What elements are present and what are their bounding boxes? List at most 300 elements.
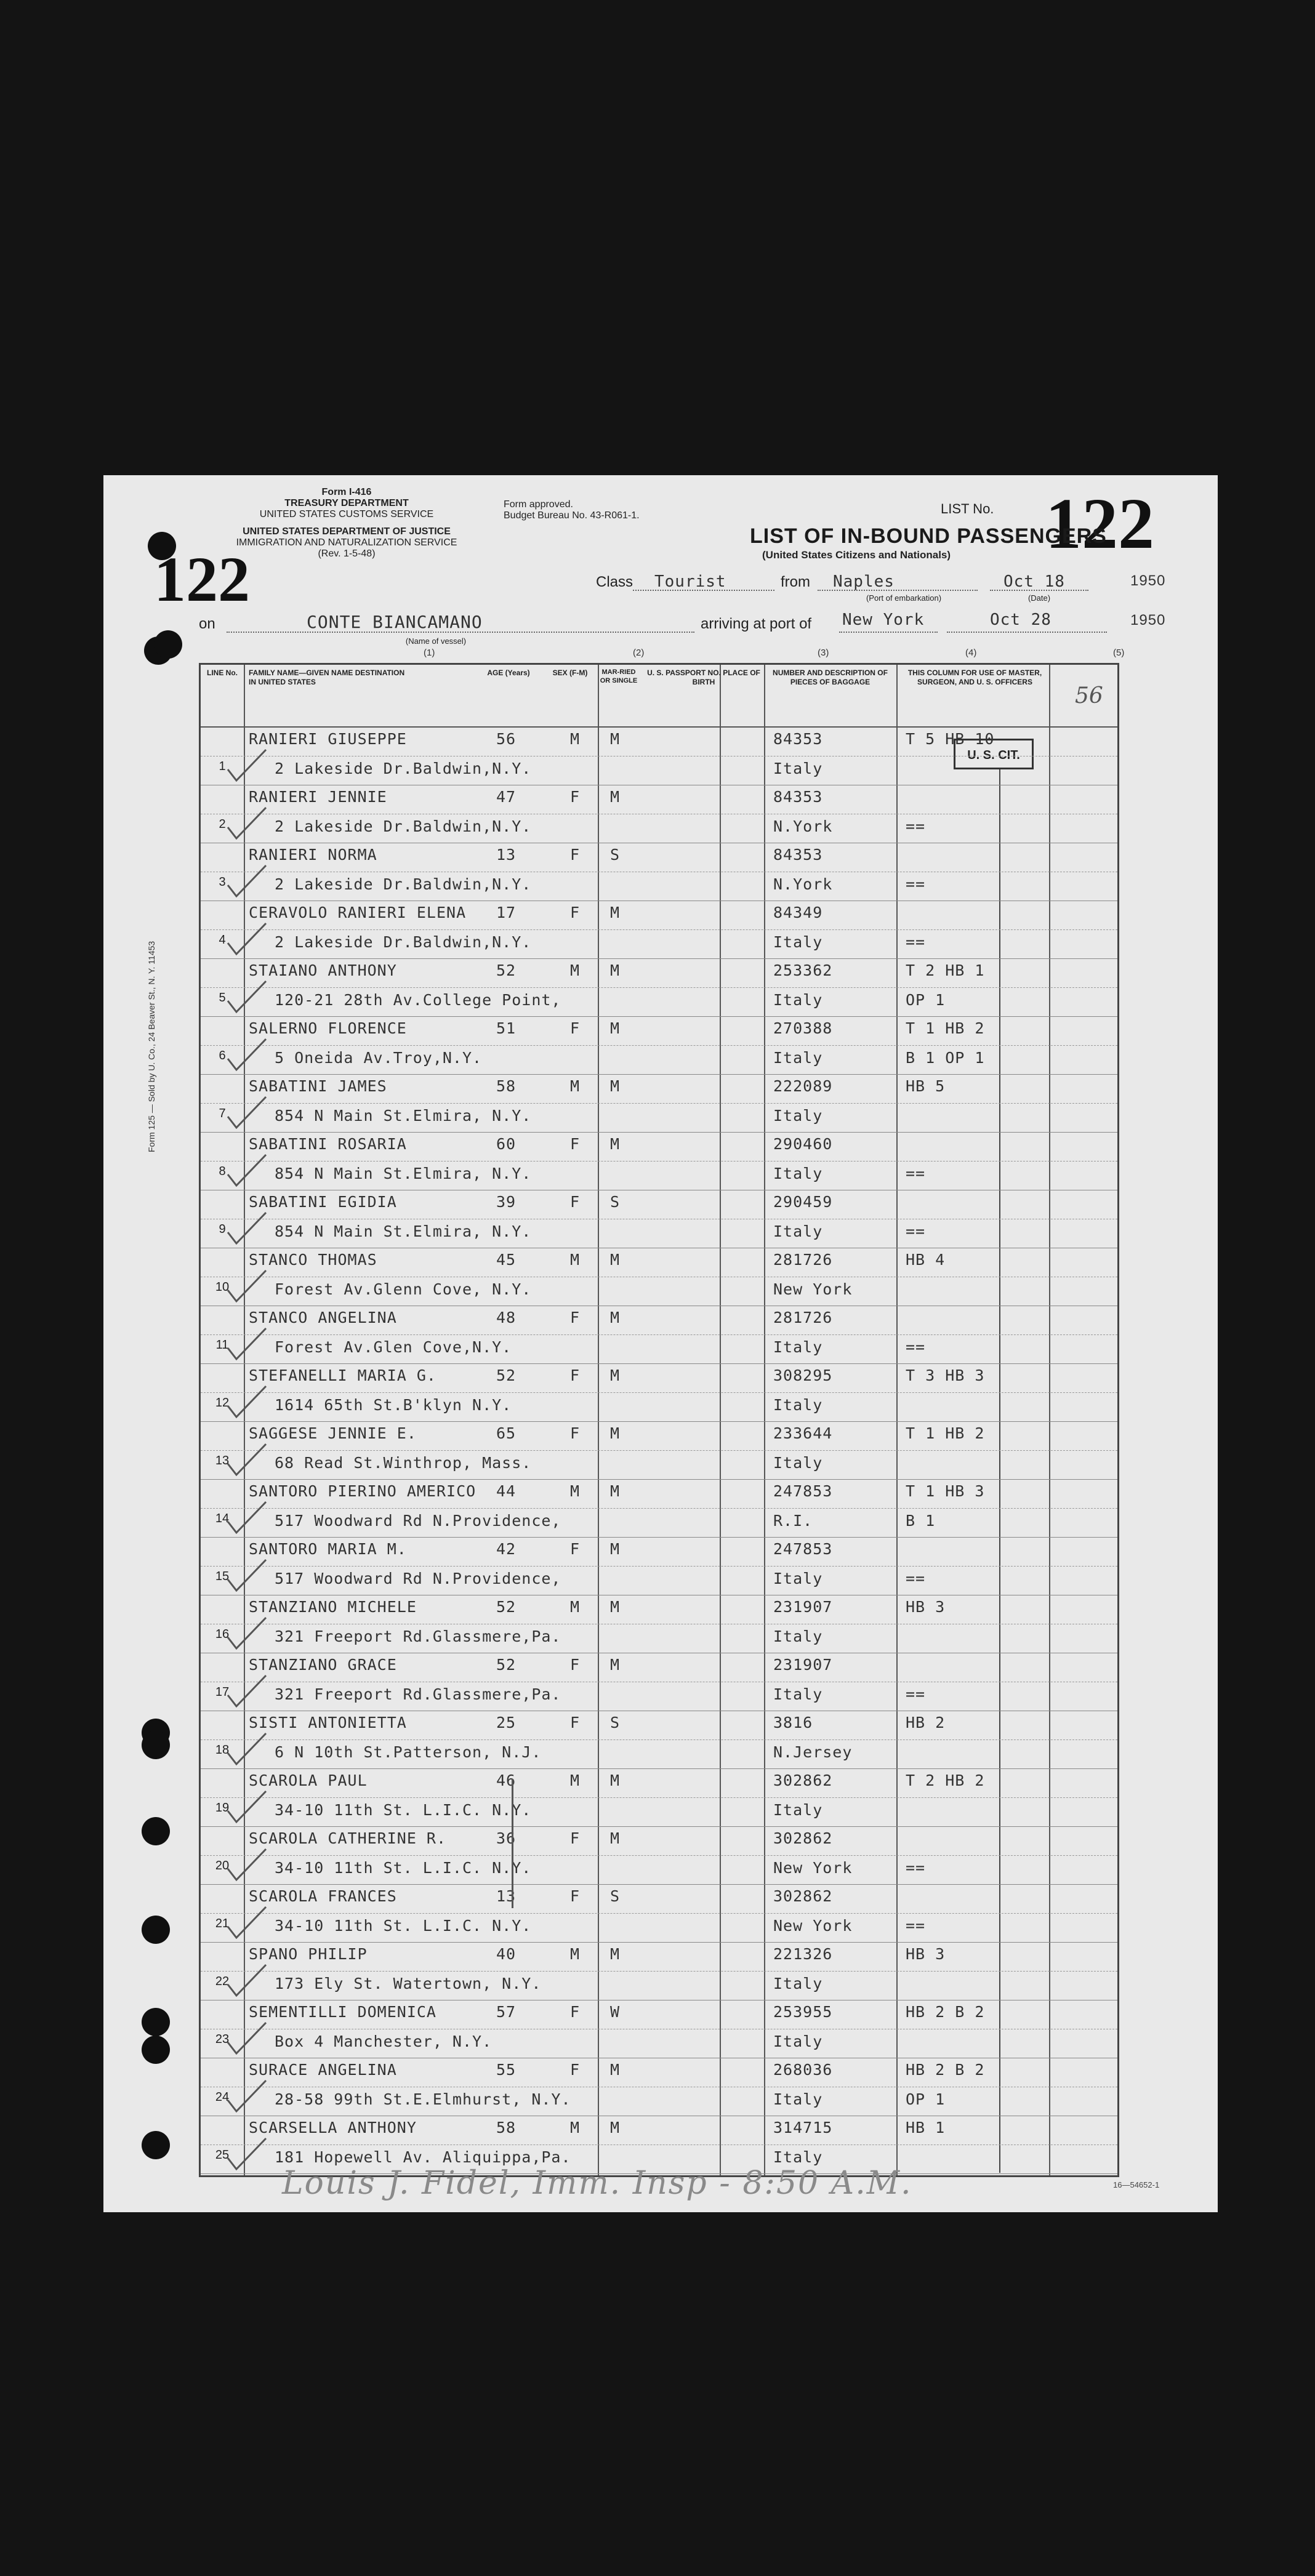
cell-bag1: T 2 HB 2 — [906, 1772, 985, 1789]
budget-bureau: Budget Bureau No. 43-R061-1. — [504, 510, 640, 521]
line-number: 3 — [219, 875, 226, 889]
row-sub-divider — [201, 1334, 1117, 1335]
cell-name: SALERNO FLORENCE — [249, 1019, 407, 1037]
check-mark-icon — [225, 1325, 268, 1362]
cell-age: 65 — [496, 1424, 517, 1442]
handwritten-note: 56 — [1075, 683, 1103, 708]
row-sub-divider — [201, 1508, 1117, 1509]
cell-passport: 308295 — [773, 1366, 833, 1384]
cell-sex: F — [570, 2061, 581, 2079]
cell-name: STANZIANO GRACE — [249, 1656, 397, 1674]
cell-bag1: T 3 HB 3 — [906, 1366, 985, 1384]
cell-married: S — [610, 1193, 621, 1211]
cell-bag1: T 1 HB 2 — [906, 1019, 985, 1037]
cell-name: SISTI ANTONIETTA — [249, 1714, 407, 1731]
cell-name: STANZIANO MICHELE — [249, 1598, 417, 1616]
cell-sex: M — [570, 2119, 581, 2137]
cell-dest: 34-10 11th St. L.I.C. N.Y. — [275, 1859, 532, 1877]
cell-passport: 247853 — [773, 1482, 833, 1500]
row-sub-divider — [201, 1450, 1117, 1451]
col-sex-header: SEX (F-M) — [552, 668, 588, 677]
check-mark-icon — [225, 1498, 268, 1535]
cell-sex: M — [570, 1598, 581, 1616]
cell-married: M — [610, 1829, 621, 1847]
cell-married: M — [610, 1135, 621, 1153]
check-mark-icon — [225, 1556, 268, 1593]
cell-married: M — [610, 1424, 621, 1442]
printer-side-note: Form 125 — Sold by U. Co., 24 Beaver St., N. Y. 11453 — [147, 941, 156, 1152]
cell-birth: N.York — [773, 875, 833, 893]
cell-birth: Italy — [773, 2032, 823, 2050]
from-label: from — [781, 574, 810, 590]
check-mark-icon — [225, 2077, 268, 2114]
passenger-manifest-page — [103, 475, 1218, 2212]
form-approved: Form approved. — [504, 499, 573, 510]
cell-passport: 281726 — [773, 1251, 833, 1269]
revision: (Rev. 1-5-48) — [318, 548, 376, 559]
arriving-label: arriving at port of — [701, 616, 812, 632]
cell-dest: 34-10 11th St. L.I.C. N.Y. — [275, 1917, 532, 1935]
line-number: 9 — [219, 1222, 226, 1236]
cell-age: 58 — [496, 2119, 517, 2137]
sail-year: 1950 — [1130, 572, 1166, 589]
arrival-port: New York — [842, 611, 925, 629]
table-row — [201, 1943, 1117, 2000]
cell-age: 36 — [496, 1829, 517, 1847]
manifest-subtitle: (United States Citizens and Nationals) — [762, 549, 951, 561]
cell-sex: F — [570, 1714, 581, 1731]
cell-sex: F — [570, 1309, 581, 1326]
cell-married: W — [610, 2003, 621, 2021]
cell-passport: 270388 — [773, 1019, 833, 1037]
viewer-background — [0, 0, 1315, 474]
on-label: on — [199, 616, 215, 632]
ins-service: IMMIGRATION AND NATURALIZATION SERVICE — [236, 537, 457, 548]
cell-birth: Italy — [773, 2090, 823, 2108]
form-id: Form I-416 — [321, 487, 372, 497]
arrival-year: 1950 — [1130, 612, 1166, 628]
cell-passport: 222089 — [773, 1077, 833, 1095]
cell-bag1: HB 3 — [906, 1598, 946, 1616]
cell-married: M — [610, 1309, 621, 1326]
cell-dest: 2 Lakeside Dr.Baldwin,N.Y. — [275, 875, 532, 893]
vessel-name-label: (Name of vessel) — [405, 636, 467, 646]
cell-birth: Italy — [773, 1627, 823, 1645]
check-mark-icon — [225, 920, 268, 957]
table-row — [201, 1306, 1117, 1364]
row-sub-divider — [201, 1566, 1117, 1567]
table-row — [201, 1480, 1117, 1538]
cell-married: M — [610, 1598, 621, 1616]
col-age-header: AGE (Years) — [487, 668, 530, 677]
cell-passport: 231907 — [773, 1656, 833, 1674]
cell-sex: F — [570, 1135, 581, 1153]
cell-sex: M — [570, 1077, 581, 1095]
cell-sex: F — [570, 1019, 581, 1037]
table-row — [201, 1017, 1117, 1075]
cell-birth: Italy — [773, 1107, 823, 1125]
check-mark-icon — [225, 746, 268, 783]
cell-sex: F — [570, 1424, 581, 1442]
punch-hole — [142, 1817, 170, 1845]
row-sub-divider — [201, 1045, 1117, 1046]
punch-hole — [142, 1916, 170, 1944]
cell-married: M — [610, 1019, 621, 1037]
column-number: (3) — [818, 648, 829, 658]
line-number: 4 — [219, 933, 226, 947]
port-dotline — [839, 632, 938, 633]
cell-passport: 84353 — [773, 730, 823, 748]
cell-bag1: T 5 HB 10 — [906, 730, 995, 748]
cell-sex: F — [570, 1829, 581, 1847]
cell-sex: M — [570, 1482, 581, 1500]
cell-name: SABATINI JAMES — [249, 1077, 387, 1095]
cell-name: STANCO ANGELINA — [249, 1309, 397, 1326]
cell-age: 47 — [496, 788, 517, 806]
cell-dest: 2 Lakeside Dr.Baldwin,N.Y. — [275, 760, 532, 777]
cell-age: 48 — [496, 1309, 517, 1326]
table-row — [201, 1248, 1117, 1306]
line-number: 10 — [215, 1280, 230, 1294]
cell-birth: New York — [773, 1280, 853, 1298]
class-label: Class — [596, 574, 633, 590]
cell-passport: 247853 — [773, 1540, 833, 1558]
cell-age: 39 — [496, 1193, 517, 1211]
cell-sex: F — [570, 846, 581, 864]
cell-married: M — [610, 904, 621, 921]
table-row — [201, 1422, 1117, 1480]
line-number: 25 — [215, 2148, 230, 2162]
cell-birth: Italy — [773, 1685, 823, 1703]
cell-dest: 854 N Main St.Elmira, N.Y. — [275, 1107, 532, 1125]
cell-bag2: == — [906, 1338, 926, 1356]
list-number-label: LIST No. — [941, 501, 994, 516]
check-mark-icon — [225, 1151, 268, 1188]
row-sub-divider — [201, 1103, 1117, 1104]
cell-married: M — [610, 1945, 621, 1963]
cell-sex: M — [570, 1772, 581, 1789]
cell-birth: Italy — [773, 1570, 823, 1587]
cell-dest: 120-21 28th Av.College Point, — [275, 991, 561, 1009]
cell-passport: 253362 — [773, 961, 833, 979]
cell-passport: 302862 — [773, 1887, 833, 1905]
cell-birth: Italy — [773, 760, 823, 777]
cell-passport: 253955 — [773, 2003, 833, 2021]
row-sub-divider — [201, 1971, 1117, 1972]
cell-name: STANCO THOMAS — [249, 1251, 377, 1269]
cell-age: 40 — [496, 1945, 517, 1963]
cell-name: STAIANO ANTHONY — [249, 961, 397, 979]
cell-married: S — [610, 1714, 621, 1731]
cell-name: SANTORO MARIA M. — [249, 1540, 407, 1558]
check-mark-icon — [225, 1788, 268, 1824]
table-row — [201, 959, 1117, 1017]
cell-age: 55 — [496, 2061, 517, 2079]
cell-name: SABATINI ROSARIA — [249, 1135, 407, 1153]
cell-age: 13 — [496, 846, 517, 864]
cell-dest: 1614 65th St.B'klyn N.Y. — [275, 1396, 512, 1414]
cell-name: SABATINI EGIDIA — [249, 1193, 397, 1211]
line-number: 24 — [215, 2090, 230, 2104]
cell-bag1: HB 2 — [906, 1714, 946, 1731]
col-baggage-header: NUMBER AND DESCRIPTION OF PIECES OF BAGGAGE — [773, 668, 888, 686]
column-number: (5) — [1113, 648, 1125, 658]
cell-bag1: T 2 HB 1 — [906, 961, 985, 979]
cell-married: S — [610, 846, 621, 864]
row-sub-divider — [201, 1797, 1117, 1798]
cell-bag2: == — [906, 1165, 926, 1182]
cell-passport: 233644 — [773, 1424, 833, 1442]
cell-dest: Forest Av.Glen Cove,N.Y. — [275, 1338, 512, 1356]
line-number: 7 — [219, 1107, 226, 1120]
cell-age: 13 — [496, 1887, 517, 1905]
cell-married: M — [610, 2061, 621, 2079]
us-citizen-stamp: U. S. CIT. — [954, 739, 1034, 769]
check-mark-icon — [225, 1672, 268, 1709]
cell-passport: 314715 — [773, 2119, 833, 2137]
cell-dest: Forest Av.Glenn Cove, N.Y. — [275, 1280, 532, 1298]
cell-married: M — [610, 788, 621, 806]
cell-birth: Italy — [773, 2148, 823, 2166]
row-sub-divider — [201, 1392, 1117, 1393]
cell-dest: 854 N Main St.Elmira, N.Y. — [275, 1222, 532, 1240]
cell-birth: N.Jersey — [773, 1743, 853, 1761]
cell-dest: 34-10 11th St. L.I.C. N.Y. — [275, 1801, 532, 1819]
check-mark-icon — [225, 1440, 268, 1477]
cell-bag1: T 1 HB 2 — [906, 1424, 985, 1442]
line-number: 15 — [215, 1570, 230, 1583]
footer-form-number: 16—54652-1 — [1113, 2180, 1160, 2189]
table-row — [201, 1190, 1117, 1248]
arrival-date: Oct 28 — [990, 611, 1052, 629]
cell-married: M — [610, 1077, 621, 1095]
cell-passport: 84353 — [773, 846, 823, 864]
table-row — [201, 1653, 1117, 1711]
cell-dest: 28-58 99th St.E.Elmhurst, N.Y. — [275, 2090, 571, 2108]
cell-dest: 173 Ely St. Watertown, N.Y. — [275, 1975, 542, 1992]
table-row — [201, 785, 1117, 843]
cell-dest: 5 Oneida Av.Troy,N.Y. — [275, 1049, 483, 1067]
stamped-list-number-left: 122 — [154, 544, 250, 615]
cell-age: 44 — [496, 1482, 517, 1500]
line-number: 21 — [215, 1917, 230, 1930]
table-row — [201, 1538, 1117, 1595]
cell-birth: Italy — [773, 991, 823, 1009]
line-number: 11 — [215, 1338, 229, 1352]
table-row — [201, 1364, 1117, 1422]
cell-birth: Italy — [773, 933, 823, 951]
cell-dest: 854 N Main St.Elmira, N.Y. — [275, 1165, 532, 1182]
cell-married: S — [610, 1887, 621, 1905]
line-number: 16 — [215, 1627, 230, 1641]
table-row — [201, 1827, 1117, 1885]
cell-passport: 290459 — [773, 1193, 833, 1211]
cell-bag1: HB 4 — [906, 1251, 946, 1269]
cell-married: M — [610, 2119, 621, 2137]
line-number: 20 — [215, 1859, 230, 1872]
check-mark-icon — [225, 1209, 268, 1246]
line-number: 6 — [219, 1049, 226, 1062]
check-mark-icon — [225, 1035, 268, 1072]
cell-name: RANIERI NORMA — [249, 846, 377, 864]
cell-passport: 231907 — [773, 1598, 833, 1616]
row-sub-divider — [201, 1855, 1117, 1856]
cell-married: M — [610, 1251, 621, 1269]
cell-passport: 221326 — [773, 1945, 833, 1963]
sail-date: Oct 18 — [1003, 572, 1065, 591]
cell-birth: Italy — [773, 1975, 823, 1992]
cell-bag1: HB 2 B 2 — [906, 2003, 985, 2021]
cell-sex: F — [570, 1887, 581, 1905]
cell-age: 45 — [496, 1251, 517, 1269]
handwritten-bracket — [512, 1779, 513, 1908]
cell-age: 57 — [496, 2003, 517, 2021]
cell-age: 46 — [496, 1772, 517, 1789]
table-row — [201, 1075, 1117, 1133]
cell-passport: 84353 — [773, 788, 823, 806]
cell-birth: N.York — [773, 817, 833, 835]
line-number: 12 — [215, 1396, 230, 1410]
cell-age: 52 — [496, 1366, 517, 1384]
cell-dest: 2 Lakeside Dr.Baldwin,N.Y. — [275, 933, 532, 951]
cell-bag1: HB 5 — [906, 1077, 946, 1095]
cell-name: SEMENTILLI DOMENICA — [249, 2003, 436, 2021]
cell-birth: Italy — [773, 1454, 823, 1472]
cell-bag2: OP 1 — [906, 2090, 946, 2108]
cell-passport: 268036 — [773, 2061, 833, 2079]
cell-dest: 321 Freeport Rd.Glassmere,Pa. — [275, 1685, 561, 1703]
cell-bag2: == — [906, 1685, 926, 1703]
line-number: 22 — [215, 1975, 230, 1988]
line-number: 5 — [219, 991, 226, 1005]
cell-bag2: OP 1 — [906, 991, 946, 1009]
cell-dest: 6 N 10th St.Patterson, N.J. — [275, 1743, 542, 1761]
cell-passport: 290460 — [773, 1135, 833, 1153]
check-mark-icon — [225, 1730, 268, 1767]
cell-name: SCAROLA FRANCES — [249, 1887, 397, 1905]
cell-birth: New York — [773, 1917, 853, 1935]
table-row — [201, 901, 1117, 959]
table-row — [201, 1595, 1117, 1653]
cell-name: SCARSELLA ANTHONY — [249, 2119, 417, 2137]
customs-service: UNITED STATES CUSTOMS SERVICE — [259, 509, 434, 520]
col-line-header: LINE No. — [207, 668, 238, 677]
cell-married: M — [610, 1656, 621, 1674]
line-number: 14 — [215, 1512, 230, 1525]
check-mark-icon — [225, 977, 268, 1014]
cell-married: M — [610, 1366, 621, 1384]
cell-name: SAGGESE JENNIE E. — [249, 1424, 417, 1442]
cell-birth: Italy — [773, 1222, 823, 1240]
table-row — [201, 2000, 1117, 2058]
cell-sex: F — [570, 1540, 581, 1558]
punch-hole — [154, 630, 182, 659]
cell-name: SPANO PHILIP — [249, 1945, 368, 1963]
date-label: (Date) — [1027, 593, 1051, 603]
cell-name: SCAROLA CATHERINE R. — [249, 1829, 447, 1847]
check-mark-icon — [225, 2135, 268, 2172]
line-number: 13 — [215, 1454, 230, 1467]
check-mark-icon — [225, 1845, 268, 1882]
cell-name: RANIERI JENNIE — [249, 788, 387, 806]
cell-dest: Box 4 Manchester, N.Y. — [275, 2032, 493, 2050]
cell-birth: Italy — [773, 1396, 823, 1414]
cell-dest: 517 Woodward Rd N.Providence, — [275, 1512, 561, 1530]
cell-birth: New York — [773, 1859, 853, 1877]
vessel-name: CONTE BIANCAMANO — [307, 612, 483, 632]
cell-bag2: == — [906, 1917, 926, 1935]
cell-age: 52 — [496, 961, 517, 979]
from-value: Naples — [833, 572, 895, 591]
col-officers-header: THIS COLUMN FOR USE OF MASTER, SURGEON, AND U. S. OFFICERS — [907, 668, 1042, 686]
row-sub-divider — [201, 1913, 1117, 1914]
cell-dest: 321 Freeport Rd.Glassmere,Pa. — [275, 1627, 561, 1645]
line-number: 17 — [215, 1685, 230, 1699]
cell-age: 56 — [496, 730, 517, 748]
table-row — [201, 843, 1117, 901]
cell-bag1: HB 3 — [906, 1945, 946, 1963]
cell-name: STEFANELLI MARIA G. — [249, 1366, 436, 1384]
cell-bag2: == — [906, 1859, 926, 1877]
check-mark-icon — [225, 1614, 268, 1651]
cell-married: M — [610, 730, 621, 748]
cell-age: 60 — [496, 1135, 517, 1153]
cell-sex: M — [570, 1251, 581, 1269]
cell-birth: R.I. — [773, 1512, 813, 1530]
cell-bag2: B 1 — [906, 1512, 936, 1530]
table-row — [201, 728, 1117, 785]
cell-age: 52 — [496, 1598, 517, 1616]
cell-age: 51 — [496, 1019, 517, 1037]
table-row — [201, 1711, 1117, 1769]
check-mark-icon — [225, 1267, 268, 1304]
cell-bag2: B 1 OP 1 — [906, 1049, 985, 1067]
check-mark-icon — [225, 1961, 268, 1998]
line-number: 2 — [219, 817, 226, 831]
cell-bag1: HB 1 — [906, 2119, 946, 2137]
cell-bag2: == — [906, 817, 926, 835]
cell-bag1: HB 2 B 2 — [906, 2061, 985, 2079]
row-sub-divider — [201, 987, 1117, 988]
punch-hole — [142, 2008, 170, 2036]
row-sub-divider — [201, 1161, 1117, 1162]
cell-name: CERAVOLO RANIERI ELENA — [249, 904, 467, 921]
line-number: 19 — [215, 1801, 230, 1815]
cell-age: 25 — [496, 1714, 517, 1731]
cell-sex: F — [570, 2003, 581, 2021]
cell-passport: 84349 — [773, 904, 823, 921]
column-number: (1) — [424, 648, 435, 658]
punch-hole — [142, 2131, 170, 2159]
table-row — [201, 1885, 1117, 1943]
cell-married: M — [610, 1482, 621, 1500]
row-sub-divider — [201, 1739, 1117, 1740]
cell-bag2: == — [906, 933, 926, 951]
cell-bag2: == — [906, 875, 926, 893]
punch-hole — [142, 1731, 170, 1759]
cell-age: 17 — [496, 904, 517, 921]
cell-sex: M — [570, 730, 581, 748]
cell-name: SCAROLA PAUL — [249, 1772, 368, 1789]
line-number: 8 — [219, 1165, 226, 1178]
cell-bag1: T 1 HB 3 — [906, 1482, 985, 1500]
column-number: (2) — [633, 648, 645, 658]
punch-hole — [142, 2036, 170, 2064]
col-married-header: MAR-RIED OR SINGLE — [600, 668, 638, 684]
cell-sex: F — [570, 1656, 581, 1674]
check-mark-icon — [225, 862, 268, 899]
cell-sex: F — [570, 1366, 581, 1384]
